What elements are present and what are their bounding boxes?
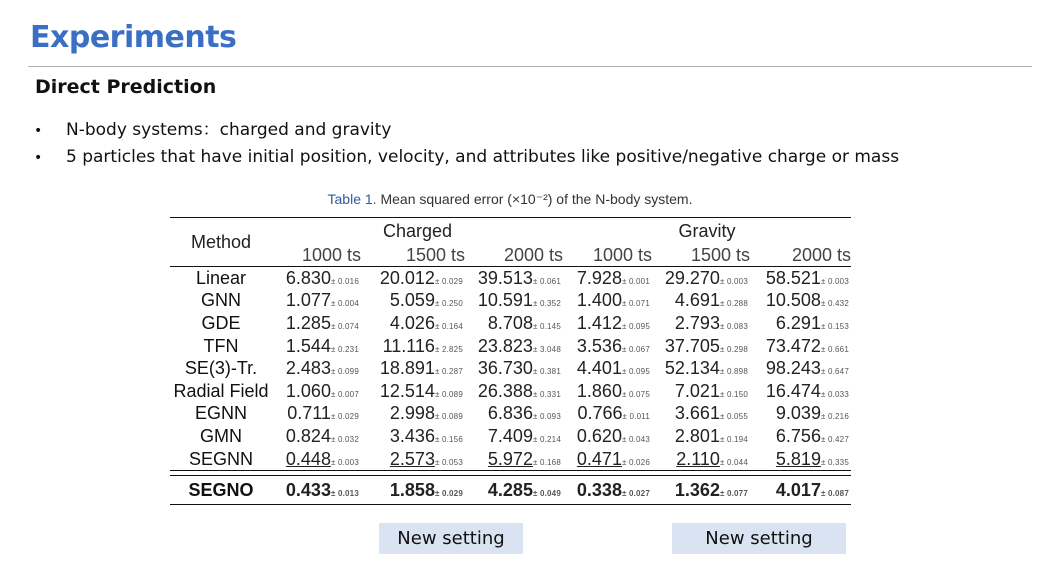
cell-mean: 23.823	[477, 335, 533, 356]
cell-mean: 1.400	[576, 290, 622, 311]
method-name: Linear	[195, 267, 247, 288]
method-header: Method	[190, 231, 252, 252]
table-header-groups	[170, 218, 851, 243]
cell-std: ± 0.074	[330, 321, 359, 331]
table-cell	[750, 335, 851, 358]
table-row	[170, 476, 851, 504]
cell-std: ± 0.150	[719, 389, 748, 399]
table-cell	[750, 267, 851, 290]
cell-std: ± 0.075	[621, 389, 650, 399]
cell-std: ± 3.048	[532, 344, 561, 354]
table-row	[170, 290, 851, 313]
table-cell	[563, 403, 652, 426]
table-cell	[563, 290, 652, 313]
cell-mean: 6.291	[775, 312, 821, 333]
bullet-text: 5 particles that have initial position, velocity, and attributes like positive/negative charge or mass	[66, 147, 900, 167]
column-header: 2000 ts	[503, 245, 563, 265]
cell-mean: 98.243	[765, 358, 821, 379]
cell-std: ± 0.053	[434, 457, 463, 467]
table-cell	[272, 425, 361, 448]
cell-mean: 18.891	[379, 358, 435, 379]
cell-mean: 0.448	[285, 448, 331, 469]
new-setting-label-gravity: New setting	[672, 523, 846, 554]
table-cell	[361, 335, 465, 358]
table-cell	[361, 380, 465, 403]
table-cell	[465, 335, 563, 358]
cell-mean: 1.858	[389, 479, 435, 500]
cell-mean: 4.017	[775, 479, 821, 500]
cell-std: ± 0.168	[532, 457, 561, 467]
table-cell	[563, 448, 652, 471]
table-cell	[652, 448, 750, 471]
cell-std: ± 0.335	[820, 457, 849, 467]
cell-mean: 2.573	[389, 448, 435, 469]
caption-text: Mean squared error (×10⁻²) of the N-body system.	[380, 191, 693, 207]
table-row	[170, 425, 851, 448]
cell-mean: 1.077	[285, 290, 331, 311]
bullet-text: N-body systems：charged and gravity	[66, 120, 392, 140]
table-cell	[652, 476, 750, 504]
cell-mean: 3.436	[389, 425, 435, 446]
cell-mean: 29.270	[664, 267, 720, 288]
cell-mean: 2.801	[674, 425, 720, 446]
table-cell	[563, 380, 652, 403]
column-header: 1500 ts	[405, 245, 465, 265]
table-row	[170, 403, 851, 426]
cell-mean: 0.620	[576, 425, 622, 446]
table-cell	[563, 357, 652, 380]
table-cell	[361, 267, 465, 290]
table-cell	[361, 425, 465, 448]
method-name: EGNN	[194, 403, 247, 424]
table-cell	[465, 267, 563, 290]
table-cell	[361, 357, 465, 380]
table-cell	[272, 357, 361, 380]
method-name: TFN	[203, 335, 239, 356]
cell-mean: 10.591	[477, 290, 533, 311]
table-cell	[652, 357, 750, 380]
table-cell	[652, 335, 750, 358]
cell-mean: 2.998	[389, 403, 435, 424]
table-cell	[652, 403, 750, 426]
table-cell	[465, 290, 563, 313]
table-cell	[272, 476, 361, 504]
table-cell	[750, 290, 851, 313]
results-table	[170, 217, 851, 505]
cell-std: ± 0.095	[621, 321, 650, 331]
table-cell	[272, 290, 361, 313]
cell-std: ± 0.011	[622, 412, 650, 422]
cell-std: ± 0.231	[330, 344, 359, 354]
table-cell	[361, 312, 465, 335]
cell-mean: 4.026	[389, 312, 435, 333]
cell-std: ± 0.016	[330, 276, 359, 286]
bullet-dot: •	[34, 150, 43, 166]
cell-mean: 5.819	[775, 448, 821, 469]
cell-mean: 37.705	[664, 335, 720, 356]
slide-title: Experiments	[30, 20, 237, 55]
cell-mean: 9.039	[775, 403, 821, 424]
table-cell	[465, 425, 563, 448]
group-header-charged: Charged	[382, 221, 453, 241]
cell-std: ± 0.093	[532, 412, 561, 422]
cell-std: ± 0.095	[621, 367, 650, 377]
table-cell	[361, 403, 465, 426]
cell-mean: 6.830	[285, 267, 331, 288]
method-name: GMN	[200, 425, 242, 446]
cell-mean: 1.412	[576, 312, 622, 333]
table-cell	[652, 267, 750, 290]
column-header: 2000 ts	[791, 245, 851, 265]
cell-std: ± 0.061	[532, 276, 561, 286]
method-name: SEGNN	[188, 448, 253, 469]
table-cell	[361, 448, 465, 471]
table-cell	[465, 357, 563, 380]
cell-mean: 7.409	[487, 425, 533, 446]
cell-std: ± 0.077	[719, 488, 748, 498]
cell-std: ± 0.029	[330, 412, 359, 422]
column-header: 1500 ts	[690, 245, 750, 265]
table-cell	[465, 312, 563, 335]
cell-mean: 20.012	[379, 267, 435, 288]
cell-mean: 10.508	[765, 290, 821, 311]
cell-std: ± 0.216	[820, 412, 849, 422]
table-cell	[750, 403, 851, 426]
cell-std: ± 0.287	[434, 367, 463, 377]
cell-mean: 5.972	[487, 448, 533, 469]
cell-mean: 1.544	[285, 335, 331, 356]
cell-std: ± 0.331	[532, 389, 561, 399]
cell-mean: 1.860	[576, 380, 622, 401]
cell-std: ± 0.003	[820, 276, 849, 286]
table-cell	[272, 267, 361, 290]
cell-std: ± 0.381	[532, 367, 561, 377]
table-cell	[272, 403, 361, 426]
table-cell	[272, 448, 361, 471]
cell-mean: 4.691	[674, 290, 720, 311]
table-cell	[750, 380, 851, 403]
table-row	[170, 357, 851, 380]
cell-mean: 16.474	[765, 380, 821, 401]
cell-mean: 0.824	[285, 425, 331, 446]
table-cell	[563, 267, 652, 290]
cell-std: ± 0.089	[434, 412, 463, 422]
cell-std: ± 0.026	[621, 457, 650, 467]
cell-mean: 73.472	[765, 335, 821, 356]
group-header-gravity: Gravity	[678, 221, 736, 241]
cell-mean: 6.836	[487, 403, 533, 424]
cell-std: ± 0.007	[330, 389, 359, 399]
cell-std: ± 0.029	[434, 276, 463, 286]
cell-std: ± 0.432	[820, 299, 849, 309]
cell-std: ± 0.194	[719, 434, 748, 444]
table-row	[170, 312, 851, 335]
table-cell	[652, 380, 750, 403]
cell-std: ± 0.083	[719, 321, 748, 331]
cell-mean: 26.388	[477, 380, 533, 401]
cell-std: ± 0.049	[532, 488, 561, 498]
cell-mean: 0.471	[576, 448, 622, 469]
cell-mean: 5.059	[389, 290, 435, 311]
table-cell	[563, 312, 652, 335]
cell-mean: 3.661	[674, 403, 720, 424]
cell-std: ± 0.071	[621, 299, 650, 309]
table-cell	[272, 312, 361, 335]
cell-std: ± 0.647	[820, 367, 849, 377]
title-divider	[28, 66, 1032, 67]
cell-std: ± 0.352	[532, 299, 561, 309]
table-header-columns	[170, 242, 851, 267]
cell-mean: 7.928	[576, 267, 622, 288]
cell-std: ± 0.898	[719, 367, 748, 377]
table-cell	[750, 312, 851, 335]
table-cell	[652, 290, 750, 313]
cell-mean: 4.401	[576, 358, 622, 379]
cell-std: ± 0.029	[434, 488, 463, 498]
cell-std: ± 0.153	[820, 321, 849, 331]
cell-std: ± 0.156	[434, 434, 463, 444]
cell-std: ± 0.164	[434, 321, 463, 331]
cell-std: ± 0.004	[330, 299, 359, 309]
cell-mean: 1.362	[674, 479, 720, 500]
cell-mean: 2.793	[674, 312, 720, 333]
cell-mean: 2.483	[285, 358, 331, 379]
cell-std: ± 0.087	[820, 488, 849, 498]
bullet-dot: •	[34, 123, 43, 139]
cell-std: ± 0.013	[330, 488, 359, 498]
cell-mean: 1.060	[285, 380, 331, 401]
column-header: 1000 ts	[301, 245, 361, 265]
cell-mean: 11.116	[382, 335, 435, 356]
table-row	[170, 335, 851, 358]
cell-std: ± 0.288	[719, 299, 748, 309]
cell-mean: 0.766	[577, 403, 623, 424]
cell-mean: 2.110	[676, 448, 720, 469]
method-name: Radial Field	[173, 380, 269, 401]
section-subtitle: Direct Prediction	[35, 76, 217, 98]
table-cell	[750, 425, 851, 448]
cell-mean: 4.285	[487, 479, 533, 500]
method-name: GDE	[201, 312, 241, 333]
cell-mean: 58.521	[765, 267, 821, 288]
table-row	[170, 448, 851, 471]
cell-std: ± 0.033	[820, 389, 849, 399]
cell-std: ± 0.145	[532, 321, 561, 331]
cell-std: ± 0.661	[820, 344, 849, 354]
method-name: GNN	[201, 290, 241, 311]
table-cell	[750, 357, 851, 380]
table-row	[170, 380, 851, 403]
cell-mean: 36.730	[477, 358, 533, 379]
cell-mean: 8.708	[487, 312, 533, 333]
table-cell	[750, 476, 851, 504]
cell-mean: 39.513	[477, 267, 533, 288]
cell-mean: 0.433	[285, 479, 331, 500]
table-cell	[361, 476, 465, 504]
bullet-item	[34, 115, 391, 140]
cell-std: ± 0.003	[719, 276, 748, 286]
table-cell	[465, 448, 563, 471]
cell-std: ± 0.250	[434, 299, 463, 309]
table-cell	[563, 476, 652, 504]
table-cell	[563, 335, 652, 358]
table-cell	[465, 476, 563, 504]
table-cell	[272, 380, 361, 403]
cell-std: ± 0.089	[434, 389, 463, 399]
cell-mean: 0.711	[287, 403, 331, 424]
table-cell	[750, 448, 851, 471]
cell-mean: 7.021	[674, 380, 720, 401]
cell-std: ± 0.214	[532, 434, 561, 444]
cell-std: ± 0.027	[621, 488, 650, 498]
cell-mean: 12.514	[379, 380, 435, 401]
cell-std: ± 0.298	[719, 344, 748, 354]
cell-std: ± 0.067	[621, 344, 650, 354]
cell-mean: 1.285	[285, 312, 331, 333]
caption-label: Table 1.	[327, 191, 377, 207]
table-cell	[361, 290, 465, 313]
cell-mean: 3.536	[576, 335, 622, 356]
cell-std: ± 2.825	[434, 344, 463, 354]
cell-mean: 52.134	[664, 358, 720, 379]
table-caption	[170, 191, 850, 208]
column-header: 1000 ts	[592, 245, 652, 265]
table-cell	[465, 403, 563, 426]
method-name: SEGNO	[188, 479, 254, 500]
table-cell	[272, 335, 361, 358]
table-cell	[652, 425, 750, 448]
cell-std: ± 0.099	[330, 367, 359, 377]
table-cell	[563, 425, 652, 448]
table-bottom-rule	[170, 504, 851, 505]
table-cell	[652, 312, 750, 335]
cell-std: ± 0.043	[621, 434, 650, 444]
cell-mean: 0.338	[576, 479, 622, 500]
table-cell	[465, 380, 563, 403]
cell-std: ± 0.032	[330, 434, 359, 444]
cell-std: ± 0.001	[621, 276, 650, 286]
cell-std: ± 0.055	[719, 412, 748, 422]
bullet-item	[34, 147, 899, 167]
table-row	[170, 267, 851, 290]
cell-std: ± 0.044	[719, 457, 748, 467]
new-setting-label-charged: New setting	[379, 523, 523, 554]
cell-std: ± 0.003	[330, 457, 359, 467]
cell-std: ± 0.427	[820, 434, 849, 444]
method-name: SE(3)-Tr.	[184, 358, 258, 379]
cell-mean: 6.756	[775, 425, 821, 446]
